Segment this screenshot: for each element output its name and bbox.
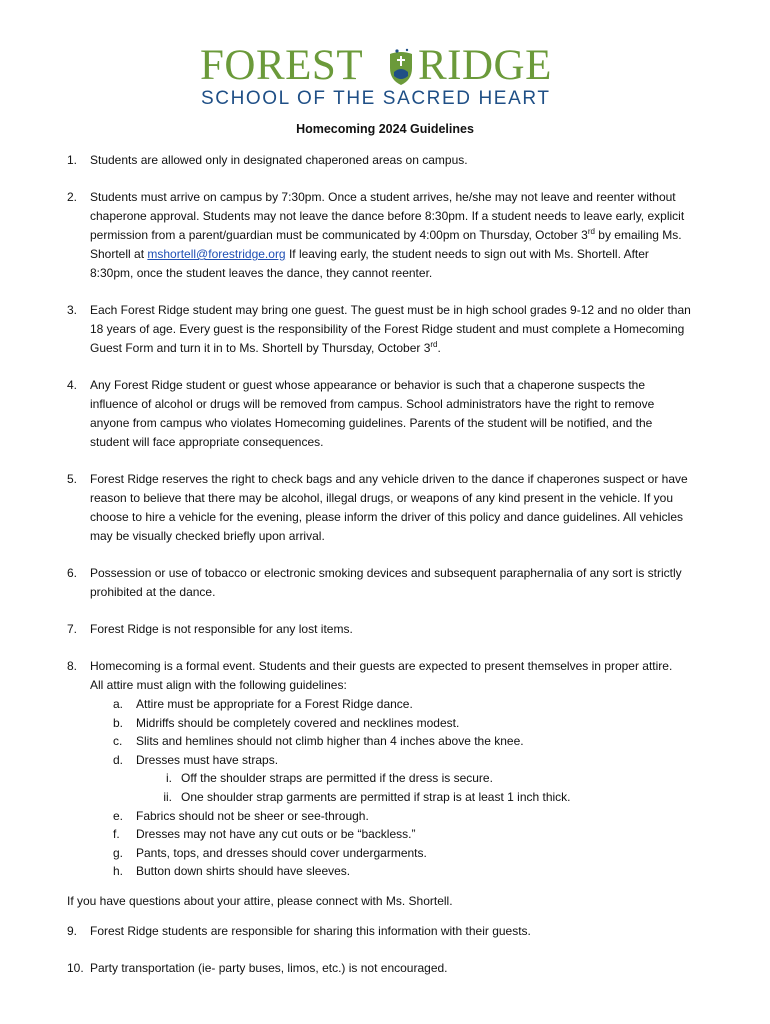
- sub-item-text: Slits and hemlines should not climb higher than 4 inches above the knee.: [136, 734, 524, 748]
- item-text: Forest Ridge students are responsible for sharing this information with their guests.: [90, 924, 531, 938]
- item-line: 8:30pm, once the student leaves the dance, they cannot reenter.: [90, 266, 433, 280]
- email-link[interactable]: mshortell@forestridge.org: [147, 247, 286, 261]
- item-line: Forest Ridge reserves the right to check bags and any vehicle driven to the dance if chaperones suspect or have: [90, 472, 688, 486]
- item-number: 5.: [67, 472, 78, 486]
- item-line: Possession or use of tobacco or electronic smoking devices and subsequent paraphernalia of any sort is strictly: [90, 566, 682, 580]
- item-line: All attire must align with the following guidelines:: [90, 678, 347, 692]
- sub-item-label: a.: [113, 697, 124, 711]
- item-number: 2.: [67, 190, 78, 204]
- sub-item-label: e.: [113, 809, 124, 823]
- item-number: 1.: [67, 153, 78, 167]
- item-line: chaperone approval. Students may not leave the dance before 8:30pm. If a student needs to leave early, explicit: [90, 209, 685, 223]
- sub-item-text: Pants, tops, and dresses should cover undergarments.: [136, 846, 427, 860]
- sub-item-text: Midriffs should be completely covered and necklines modest.: [136, 716, 460, 730]
- logo-word-forest: FOREST: [200, 42, 364, 89]
- item-number: 8.: [67, 659, 78, 673]
- item-line: influence of alcohol or drugs will be removed from campus. School administrators have the right to remove: [90, 397, 655, 411]
- sub-item-text: Fabrics should not be sheer or see-through.: [136, 809, 369, 823]
- logo-subtitle: SCHOOL OF THE SACRED HEART: [201, 88, 551, 109]
- sub-item-text: Button down shirts should have sleeves.: [136, 864, 351, 878]
- school-logo: [200, 44, 572, 110]
- item-line: Homecoming is a formal event. Students and their guests are expected to present themselves in proper attire.: [90, 659, 673, 673]
- item-number: 4.: [67, 378, 78, 392]
- item-line: Each Forest Ridge student may bring one guest. The guest must be in high school grades 9-12 and no older than: [90, 303, 691, 317]
- item-line: student will face appropriate consequences.: [90, 435, 324, 449]
- logo-word-ridge: RIDGE: [418, 42, 552, 89]
- sub-item-label: d.: [113, 753, 124, 767]
- item-line: prohibited at the dance.: [90, 585, 216, 599]
- sub-item-text: Attire must be appropriate for a Forest Ridge dance.: [136, 697, 413, 711]
- item-line: reason to believe that there may be alcohol, illegal drugs, or weapons of any kind present in the vehicle. If you: [90, 491, 674, 505]
- item-line: 18 years of age. Every guest is the responsibility of the Forest Ridge student and must complete a Homecoming: [90, 322, 685, 336]
- item-line: Any Forest Ridge student or guest whose appearance or behavior is such that a chaperone suspects the: [90, 378, 645, 392]
- item-text: Forest Ridge is not responsible for any lost items.: [90, 622, 353, 636]
- sub-item-label: b.: [113, 716, 124, 730]
- sub-sub-item-label: ii.: [163, 790, 172, 804]
- crest-icon: [388, 46, 414, 86]
- item-number: 3.: [67, 303, 78, 317]
- item-line: may be visually checked briefly upon arrival.: [90, 529, 325, 543]
- sub-item-label: c.: [113, 734, 123, 748]
- document-title: Homecoming 2024 Guidelines: [296, 122, 474, 136]
- sub-item-label: f.: [113, 827, 120, 841]
- sub-item-text: Dresses must have straps.: [136, 753, 279, 767]
- item-text: Party transportation (ie- party buses, limos, etc.) is not encouraged.: [90, 961, 448, 975]
- item-line: Shortell at mshortell@forestridge.org If leaving early, the student needs to sign out with Ms. Shortell. After: [90, 247, 649, 261]
- item-line: Students must arrive on campus by 7:30pm. Once a student arrives, he/she may not leave and reenter without: [90, 190, 676, 204]
- item-number: 9.: [67, 924, 78, 938]
- item-number: 10.: [67, 961, 84, 975]
- item-line: Guest Form and turn it in to Ms. Shortell by Thursday, October 3rd.: [90, 340, 441, 355]
- sub-item-text: Dresses may not have any cut outs or be “backless.”: [136, 827, 416, 841]
- sub-item-label: h.: [113, 864, 124, 878]
- item-number: 6.: [67, 566, 78, 580]
- item-line: anyone from campus who violates Homecoming guidelines. Parents of the student will be notified, and the: [90, 416, 653, 430]
- sub-sub-item-text: Off the shoulder straps are permitted if the dress is secure.: [181, 771, 493, 785]
- sub-item-label: g.: [113, 846, 124, 860]
- sub-sub-item-text: One shoulder strap garments are permitted if strap is at least 1 inch thick.: [181, 790, 571, 804]
- item-line: permission from a parent/guardian must be communicated by 4:00pm on Thursday, October 3rd by emailing Ms.: [90, 227, 682, 242]
- attire-note: If you have questions about your attire, please connect with Ms. Shortell.: [67, 894, 453, 908]
- item-text: Students are allowed only in designated chaperoned areas on campus.: [90, 153, 468, 167]
- item-line: choose to hire a vehicle for the evening, please inform the driver of this policy and dance guidelines. All vehicles: [90, 510, 684, 524]
- item-number: 7.: [67, 622, 78, 636]
- sub-sub-item-label: i.: [166, 771, 172, 785]
